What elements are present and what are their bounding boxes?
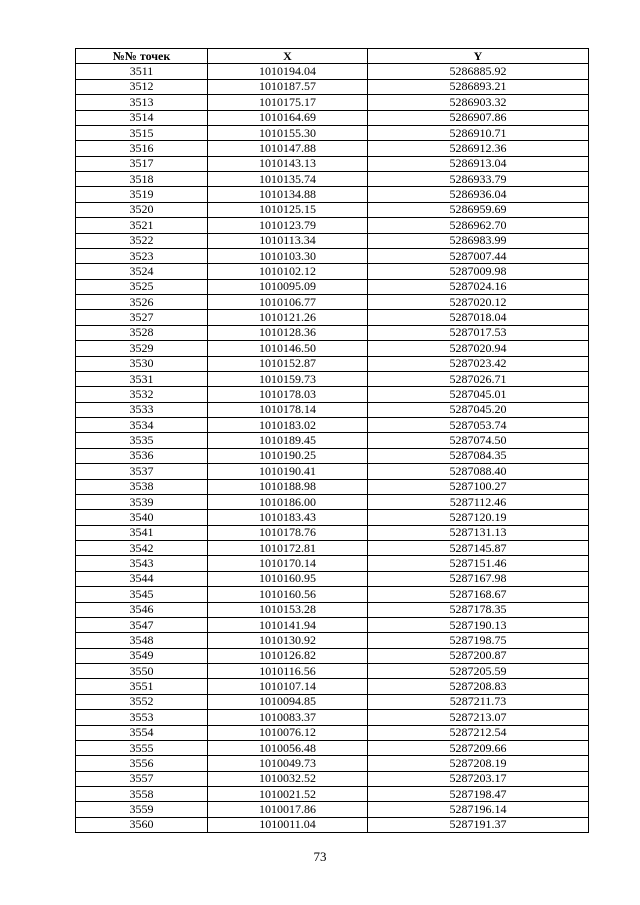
- x-coordinate-cell: 1010121.26: [208, 310, 368, 325]
- x-coordinate-cell: 1010159.73: [208, 371, 368, 386]
- y-coordinate-cell: 5287023.42: [368, 356, 589, 371]
- table-row: [76, 787, 589, 802]
- table-row: [76, 525, 589, 540]
- point-number-cell: 3526: [76, 295, 208, 310]
- x-coordinate-cell: 1010186.00: [208, 494, 368, 509]
- y-coordinate-cell: 5287074.50: [368, 433, 589, 448]
- x-coordinate-cell: 1010141.94: [208, 617, 368, 632]
- page-number: 73: [313, 849, 327, 864]
- y-coordinate-cell: 5287178.35: [368, 602, 589, 617]
- coordinates-table: [75, 48, 589, 833]
- table-row: [76, 402, 589, 417]
- x-coordinate-cell: 1010152.87: [208, 356, 368, 371]
- table-row: [76, 556, 589, 571]
- y-coordinate-cell: 5287120.19: [368, 510, 589, 525]
- point-number-cell: 3514: [76, 110, 208, 125]
- x-coordinate-cell: 1010095.09: [208, 279, 368, 294]
- table-row: [76, 356, 589, 371]
- x-coordinate-cell: 1010190.41: [208, 464, 368, 479]
- point-number-cell: 3552: [76, 694, 208, 709]
- point-number-cell: 3511: [76, 64, 208, 79]
- point-number-cell: 3516: [76, 141, 208, 156]
- x-coordinate-cell: 1010194.04: [208, 64, 368, 79]
- y-coordinate-cell: 5287100.27: [368, 479, 589, 494]
- x-coordinate-cell: 1010021.52: [208, 787, 368, 802]
- x-coordinate-cell: 1010153.28: [208, 602, 368, 617]
- y-coordinate-cell: 5286907.86: [368, 110, 589, 125]
- y-coordinate-cell: 5287191.37: [368, 817, 589, 832]
- table-row: [76, 279, 589, 294]
- x-coordinate-cell: 1010103.30: [208, 248, 368, 263]
- y-coordinate-cell: 5287131.13: [368, 525, 589, 540]
- point-number-cell: 3554: [76, 725, 208, 740]
- point-number-cell: 3517: [76, 156, 208, 171]
- y-coordinate-cell: 5287088.40: [368, 464, 589, 479]
- table-row: [76, 233, 589, 248]
- x-coordinate-cell: 1010160.56: [208, 587, 368, 602]
- table-row: [76, 325, 589, 340]
- y-coordinate-cell: 5287018.04: [368, 310, 589, 325]
- table-row: [76, 648, 589, 663]
- table-row: [76, 694, 589, 709]
- table-row: [76, 725, 589, 740]
- y-coordinate-cell: 5287045.01: [368, 387, 589, 402]
- table-row: [76, 710, 589, 725]
- point-number-cell: 3550: [76, 664, 208, 679]
- y-coordinate-cell: 5287145.87: [368, 541, 589, 556]
- table-row: [76, 740, 589, 755]
- point-number-cell: 3520: [76, 202, 208, 217]
- table-row: [76, 756, 589, 771]
- table-row: [76, 510, 589, 525]
- y-coordinate-cell: 5286885.92: [368, 64, 589, 79]
- table-row: [76, 295, 589, 310]
- table-row: [76, 571, 589, 586]
- point-number-cell: 3535: [76, 433, 208, 448]
- table-row: [76, 541, 589, 556]
- y-coordinate-cell: 5287198.47: [368, 787, 589, 802]
- point-number-cell: 3557: [76, 771, 208, 786]
- x-coordinate-cell: 1010130.92: [208, 633, 368, 648]
- table-row: [76, 341, 589, 356]
- y-coordinate-cell: 5287007.44: [368, 248, 589, 263]
- y-coordinate-cell: 5287198.75: [368, 633, 589, 648]
- point-number-cell: 3524: [76, 264, 208, 279]
- x-coordinate-cell: 1010126.82: [208, 648, 368, 663]
- point-number-cell: 3548: [76, 633, 208, 648]
- y-coordinate-cell: 5287167.98: [368, 571, 589, 586]
- point-number-cell: 3540: [76, 510, 208, 525]
- y-coordinate-cell: 5287208.19: [368, 756, 589, 771]
- x-coordinate-cell: 1010175.17: [208, 95, 368, 110]
- point-number-cell: 3551: [76, 679, 208, 694]
- point-number-cell: 3539: [76, 494, 208, 509]
- table-row: [76, 617, 589, 632]
- table-row: [76, 587, 589, 602]
- point-number-cell: 3519: [76, 187, 208, 202]
- x-coordinate-cell: 1010076.12: [208, 725, 368, 740]
- table-row: [76, 64, 589, 79]
- point-number-cell: 3528: [76, 325, 208, 340]
- point-number-cell: 3521: [76, 218, 208, 233]
- x-coordinate-cell: 1010188.98: [208, 479, 368, 494]
- y-coordinate-cell: 5286913.04: [368, 156, 589, 171]
- x-coordinate-cell: 1010187.57: [208, 79, 368, 94]
- point-number-cell: 3515: [76, 125, 208, 140]
- point-number-cell: 3529: [76, 341, 208, 356]
- table-row: [76, 479, 589, 494]
- x-coordinate-cell: 1010183.43: [208, 510, 368, 525]
- y-coordinate-cell: 5287212.54: [368, 725, 589, 740]
- y-coordinate-cell: 5287026.71: [368, 371, 589, 386]
- y-coordinate-cell: 5287200.87: [368, 648, 589, 663]
- y-coordinate-cell: 5286933.79: [368, 172, 589, 187]
- x-coordinate-cell: 1010164.69: [208, 110, 368, 125]
- x-coordinate-cell: 1010178.03: [208, 387, 368, 402]
- table-row: [76, 387, 589, 402]
- x-coordinate-cell: 1010032.52: [208, 771, 368, 786]
- point-number-cell: 3531: [76, 371, 208, 386]
- table-row: [76, 679, 589, 694]
- x-coordinate-cell: 1010147.88: [208, 141, 368, 156]
- table-row: [76, 433, 589, 448]
- point-number-cell: 3543: [76, 556, 208, 571]
- y-coordinate-cell: 5287203.17: [368, 771, 589, 786]
- point-number-cell: 3523: [76, 248, 208, 263]
- table-row: [76, 448, 589, 463]
- point-number-cell: 3560: [76, 817, 208, 832]
- table-row: [76, 187, 589, 202]
- point-number-cell: 3556: [76, 756, 208, 771]
- table-row: [76, 156, 589, 171]
- point-number-cell: 3541: [76, 525, 208, 540]
- x-coordinate-cell: 1010146.50: [208, 341, 368, 356]
- y-coordinate-cell: 5287208.83: [368, 679, 589, 694]
- y-coordinate-cell: 5287045.20: [368, 402, 589, 417]
- point-number-cell: 3553: [76, 710, 208, 725]
- x-coordinate-cell: 1010011.04: [208, 817, 368, 832]
- table-row: [76, 110, 589, 125]
- x-coordinate-cell: 1010170.14: [208, 556, 368, 571]
- y-coordinate-cell: 5286893.21: [368, 79, 589, 94]
- y-coordinate-cell: 5286962.70: [368, 218, 589, 233]
- y-coordinate-cell: 5287112.46: [368, 494, 589, 509]
- x-coordinate-cell: 1010123.79: [208, 218, 368, 233]
- x-coordinate-cell: 1010094.85: [208, 694, 368, 709]
- x-coordinate-cell: 1010102.12: [208, 264, 368, 279]
- point-number-cell: 3513: [76, 95, 208, 110]
- point-number-cell: 3530: [76, 356, 208, 371]
- x-coordinate-cell: 1010116.56: [208, 664, 368, 679]
- x-coordinate-cell: 1010083.37: [208, 710, 368, 725]
- table-row: [76, 310, 589, 325]
- y-coordinate-cell: 5287213.07: [368, 710, 589, 725]
- y-coordinate-cell: 5286912.36: [368, 141, 589, 156]
- point-number-cell: 3544: [76, 571, 208, 586]
- header-y: Y: [368, 49, 589, 64]
- table-row: [76, 79, 589, 94]
- y-coordinate-cell: 5287211.73: [368, 694, 589, 709]
- point-number-cell: 3522: [76, 233, 208, 248]
- table-row: [76, 633, 589, 648]
- x-coordinate-cell: 1010135.74: [208, 172, 368, 187]
- point-number-cell: 3558: [76, 787, 208, 802]
- x-coordinate-cell: 1010113.34: [208, 233, 368, 248]
- x-coordinate-cell: 1010160.95: [208, 571, 368, 586]
- point-number-cell: 3549: [76, 648, 208, 663]
- y-coordinate-cell: 5287205.59: [368, 664, 589, 679]
- y-coordinate-cell: 5287168.67: [368, 587, 589, 602]
- x-coordinate-cell: 1010128.36: [208, 325, 368, 340]
- y-coordinate-cell: 5287190.13: [368, 617, 589, 632]
- point-number-cell: 3546: [76, 602, 208, 617]
- y-coordinate-cell: 5286936.04: [368, 187, 589, 202]
- point-number-cell: 3547: [76, 617, 208, 632]
- table-row: [76, 664, 589, 679]
- x-coordinate-cell: 1010106.77: [208, 295, 368, 310]
- table-row: [76, 418, 589, 433]
- point-number-cell: 3525: [76, 279, 208, 294]
- table-row: [76, 218, 589, 233]
- table-row: [76, 371, 589, 386]
- point-number-cell: 3532: [76, 387, 208, 402]
- x-coordinate-cell: 1010134.88: [208, 187, 368, 202]
- y-coordinate-cell: 5287151.46: [368, 556, 589, 571]
- point-number-cell: 3537: [76, 464, 208, 479]
- point-number-cell: 3542: [76, 541, 208, 556]
- table-header-row: [76, 49, 589, 64]
- point-number-cell: 3545: [76, 587, 208, 602]
- point-number-cell: 3512: [76, 79, 208, 94]
- y-coordinate-cell: 5287017.53: [368, 325, 589, 340]
- table-row: [76, 494, 589, 509]
- y-coordinate-cell: 5287053.74: [368, 418, 589, 433]
- x-coordinate-cell: 1010178.76: [208, 525, 368, 540]
- header-point-number: №№ точек: [76, 49, 208, 64]
- table-row: [76, 172, 589, 187]
- y-coordinate-cell: 5286983.99: [368, 233, 589, 248]
- table-row: [76, 248, 589, 263]
- point-number-cell: 3518: [76, 172, 208, 187]
- table-row: [76, 602, 589, 617]
- y-coordinate-cell: 5287024.16: [368, 279, 589, 294]
- y-coordinate-cell: 5287009.98: [368, 264, 589, 279]
- point-number-cell: 3536: [76, 448, 208, 463]
- table-row: [76, 464, 589, 479]
- y-coordinate-cell: 5287196.14: [368, 802, 589, 817]
- x-coordinate-cell: 1010056.48: [208, 740, 368, 755]
- table-row: [76, 802, 589, 817]
- x-coordinate-cell: 1010189.45: [208, 433, 368, 448]
- x-coordinate-cell: 1010107.14: [208, 679, 368, 694]
- y-coordinate-cell: 5286959.69: [368, 202, 589, 217]
- table-row: [76, 202, 589, 217]
- table-row: [76, 125, 589, 140]
- x-coordinate-cell: 1010017.86: [208, 802, 368, 817]
- x-coordinate-cell: 1010172.81: [208, 541, 368, 556]
- point-number-cell: 3538: [76, 479, 208, 494]
- point-number-cell: 3534: [76, 418, 208, 433]
- x-coordinate-cell: 1010125.15: [208, 202, 368, 217]
- table-row: [76, 141, 589, 156]
- table-row: [76, 817, 589, 832]
- y-coordinate-cell: 5286903.32: [368, 95, 589, 110]
- x-coordinate-cell: 1010183.02: [208, 418, 368, 433]
- x-coordinate-cell: 1010178.14: [208, 402, 368, 417]
- table-row: [76, 95, 589, 110]
- x-coordinate-cell: 1010190.25: [208, 448, 368, 463]
- table-row: [76, 771, 589, 786]
- table-row: [76, 264, 589, 279]
- y-coordinate-cell: 5287209.66: [368, 740, 589, 755]
- point-number-cell: 3559: [76, 802, 208, 817]
- y-coordinate-cell: 5286910.71: [368, 125, 589, 140]
- x-coordinate-cell: 1010049.73: [208, 756, 368, 771]
- x-coordinate-cell: 1010155.30: [208, 125, 368, 140]
- point-number-cell: 3533: [76, 402, 208, 417]
- point-number-cell: 3527: [76, 310, 208, 325]
- y-coordinate-cell: 5287084.35: [368, 448, 589, 463]
- y-coordinate-cell: 5287020.94: [368, 341, 589, 356]
- y-coordinate-cell: 5287020.12: [368, 295, 589, 310]
- header-x: X: [208, 49, 368, 64]
- point-number-cell: 3555: [76, 740, 208, 755]
- x-coordinate-cell: 1010143.13: [208, 156, 368, 171]
